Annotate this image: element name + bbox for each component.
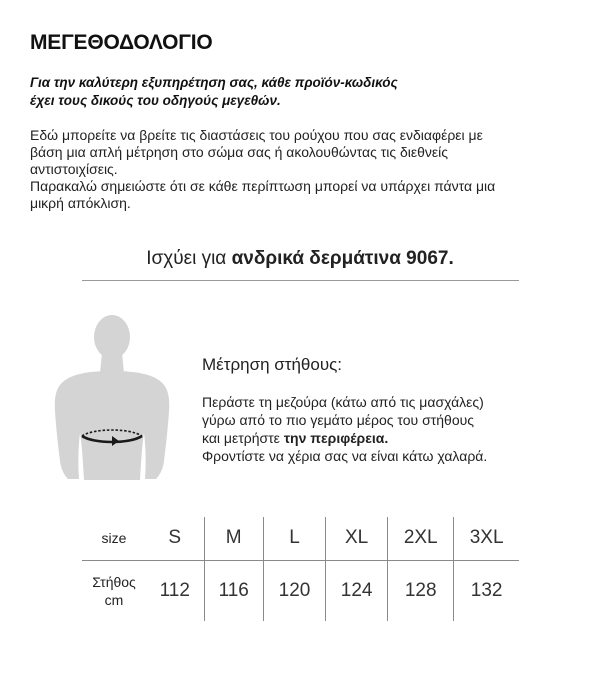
intro-line: έχει τους δικούς του οδηγούς μεγεθών. bbox=[30, 93, 281, 108]
page-title: ΜΕΓΕΘΟΔΟΛΟΓΙΟ bbox=[30, 31, 213, 54]
body-shape bbox=[55, 371, 169, 480]
instruction-line bbox=[202, 429, 582, 447]
description-line: Παρακαλώ σημειώστε ότι σε κάθε περίπτωση μπορεί να υπάρχει πάντα μια bbox=[30, 178, 496, 194]
intro-line: Για την καλύτερη εξυπηρέτηση σας, κάθε προϊόν-κωδικός bbox=[30, 75, 398, 90]
chest-cell: 128 bbox=[388, 560, 454, 621]
instruction-line: Φροντίστε να χέρια σας να είναι κάτω χαλαρά. bbox=[202, 448, 488, 464]
chest-cell: 120 bbox=[263, 560, 325, 621]
size-cell: 2XL bbox=[388, 517, 454, 560]
chest-label-unit: cm bbox=[104, 591, 124, 608]
instruction-line: γύρω από το πιο γεμάτο μέρος του στήθους bbox=[202, 412, 475, 428]
divider bbox=[82, 280, 519, 281]
size-chart-table bbox=[82, 517, 519, 621]
torso-silhouette bbox=[55, 315, 169, 480]
measurement-title: Μέτρηση στήθους: bbox=[202, 355, 343, 374]
chest-cell: 132 bbox=[454, 560, 519, 621]
chest-cell: 124 bbox=[326, 560, 388, 621]
size-cell: M bbox=[204, 517, 263, 560]
chest-row-label bbox=[82, 560, 146, 621]
neck-shape bbox=[100, 353, 124, 373]
intro-text bbox=[30, 74, 570, 110]
description-line: αντιστοιχίσεις. bbox=[30, 161, 118, 177]
instruction-line: Περάστε τη μεζούρα (κάτω από τις μασχάλες) bbox=[202, 394, 484, 410]
description-line: μικρή απόκλιση. bbox=[30, 195, 131, 211]
instruction-bold: την περιφέρεια. bbox=[283, 430, 389, 446]
chest-label-line: Στήθος bbox=[92, 573, 136, 590]
instruction-text: και μετρήστε bbox=[202, 430, 284, 446]
chest-row bbox=[82, 560, 519, 621]
description-text bbox=[30, 127, 575, 212]
torso-illustration bbox=[52, 315, 172, 480]
chest-cell: 112 bbox=[159, 579, 190, 601]
size-cell: S bbox=[146, 517, 204, 560]
applies-product: ανδρικά δερμάτινα 9067. bbox=[231, 248, 454, 269]
size-cell: 3XL bbox=[454, 517, 519, 560]
head-shape bbox=[94, 315, 130, 359]
applies-to-heading bbox=[0, 248, 600, 270]
applies-prefix: Ισχύει για bbox=[146, 248, 232, 269]
size-header-row bbox=[82, 517, 519, 560]
size-cell: XL bbox=[326, 517, 388, 560]
measurement-instructions bbox=[202, 393, 582, 465]
size-header-label: size bbox=[82, 517, 146, 560]
size-cell: L bbox=[263, 517, 325, 560]
description-line: Εδώ μπορείτε να βρείτε τις διαστάσεις του ρούχου που σας ενδιαφέρει με bbox=[30, 127, 483, 143]
chest-cell: 116 bbox=[204, 560, 263, 621]
description-line: βάση μια απλή μέτρηση στο σώμα σας ή ακολουθώντας τις διεθνείς bbox=[30, 144, 449, 160]
